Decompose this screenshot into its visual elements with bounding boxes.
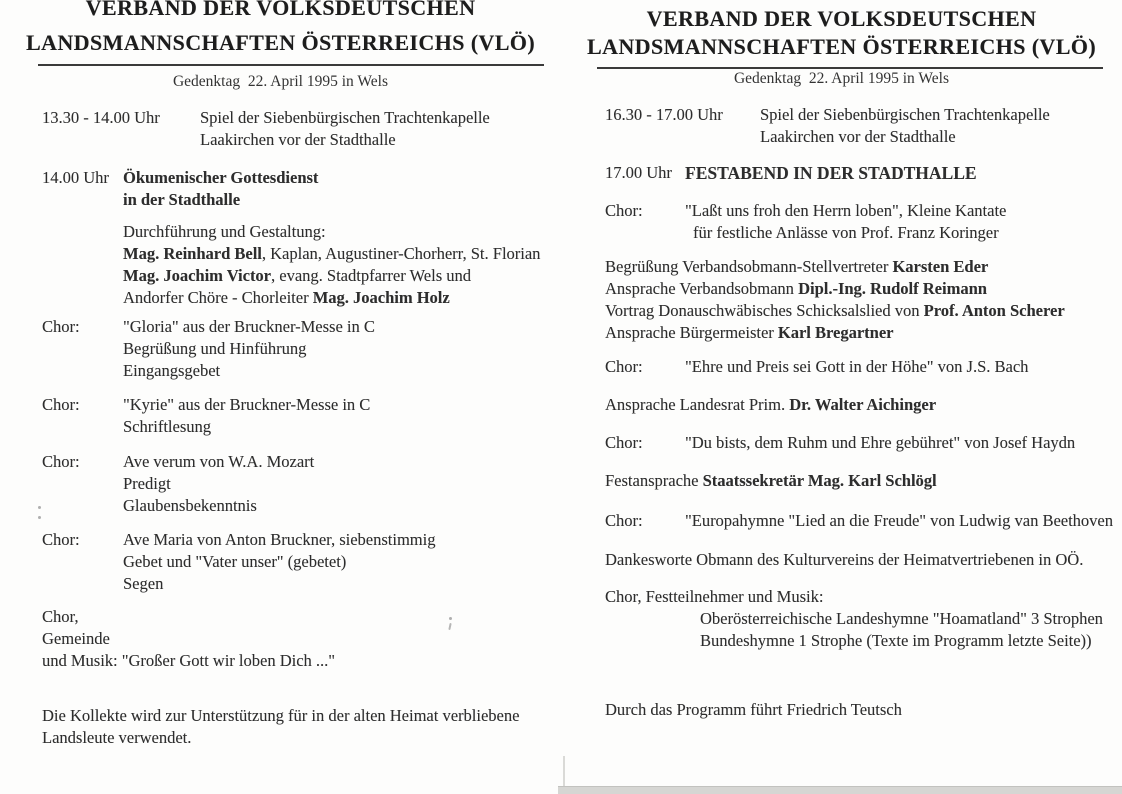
time-label: 14.00 Uhr	[42, 168, 109, 187]
description-line: Spiel der Siebenbürgischen Trachtenkapelle	[200, 108, 490, 127]
page-title-line2: LANDSMANNSCHAFTEN ÖSTERREICHS (VLÖ)	[25, 30, 536, 55]
speech-role: Vortrag Donauschwäbisches Schicksalslied von	[605, 301, 924, 320]
organizer-name: Mag. Reinhard Bell	[123, 244, 262, 263]
description-line: Ökumenischer Gottesdienst	[123, 168, 319, 187]
finale-line: Bundeshymne 1 Strophe (Texte im Programm letzte Seite))	[700, 631, 1092, 650]
moderator-line: Durch das Programm führt Friedrich Teutsch	[605, 700, 902, 719]
note-line: Die Kollekte wird zur Unterstützung für in der alten Heimat verbliebene	[42, 706, 520, 725]
finale-section	[605, 586, 1115, 652]
finale-line: Chor,	[42, 607, 79, 626]
chor-label: Chor:	[42, 452, 80, 471]
chor-label: Chor:	[42, 317, 80, 336]
chor-line: Begrüßung und Hinführung	[123, 339, 307, 358]
chor-line: "Du bists, dem Ruhm und Ehre gebühret" von Josef Haydn	[685, 433, 1076, 452]
speech-line	[605, 470, 1115, 492]
description-line: Spiel der Siebenbürgischen Trachtenkapelle	[760, 105, 1050, 124]
time-slot-1630	[605, 104, 1110, 148]
chor-label: Chor:	[42, 530, 80, 549]
chor-line: "Gloria" aus der Bruckner-Messe in C	[123, 317, 375, 336]
chor-program	[123, 394, 370, 438]
chor-line: Eingangsgebet	[123, 361, 221, 380]
speech-line	[605, 394, 1115, 416]
chor-line: für festliche Anlässe von Prof. Franz Koringer	[693, 223, 999, 242]
organizer-role: , Kaplan, Augustiner-Chorherr, St. Florian	[261, 244, 541, 263]
chor-line: Segen	[123, 574, 164, 593]
scan-artifact	[38, 506, 41, 509]
finale-line: Oberösterreichische Landeshymne "Hoamatland" 3 Strophen	[700, 609, 1103, 628]
speech-role: Begrüßung Verbandsobmann-Stellvertreter	[605, 257, 893, 276]
scan-artifact	[38, 516, 41, 519]
chor-line: "Ehre und Preis sei Gott in der Höhe" von J.S. Bach	[685, 357, 1029, 376]
speech-list	[605, 256, 1115, 344]
speech-line	[605, 278, 1115, 300]
slot-description	[760, 104, 1050, 148]
chor-label: Chor:	[42, 395, 80, 414]
organizer-line	[123, 287, 547, 309]
description-line: in der Stadthalle	[123, 190, 241, 209]
speech-line	[605, 256, 1115, 278]
chor-line: "Laßt uns froh den Herrn loben", Kleine Kantate	[685, 201, 1007, 220]
speech-line	[605, 322, 1115, 344]
page-title-line1: VERBAND DER VOLKSDEUTSCHEN	[85, 0, 476, 20]
speech-role: Festansprache	[605, 471, 703, 490]
chor-program	[685, 200, 1006, 244]
speech-line	[605, 300, 1115, 322]
organizer-role: Andorfer Chöre - Chorleiter	[123, 288, 313, 307]
chor-line: Schriftlesung	[123, 417, 211, 436]
time-label: 16.30 - 17.00 Uhr	[605, 105, 723, 124]
event-date: Gedenktag 22. April 1995 in Wels	[172, 73, 388, 90]
speech-role: Ansprache Verbandsobmann	[605, 279, 799, 298]
page-title-line2: LANDSMANNSCHAFTEN ÖSTERREICHS (VLÖ)	[586, 34, 1097, 59]
chor-section-4	[605, 510, 1115, 532]
chor-label: Chor:	[605, 201, 643, 220]
speech-role: Ansprache Bürgermeister	[605, 323, 778, 342]
chor-line: Gebet und "Vater unser" (gebetet)	[123, 552, 347, 571]
chor-line: Ave Maria von Anton Bruckner, siebenstimmig	[123, 530, 436, 549]
finale-line: und Musik: "Großer Gott wir loben Dich ..."	[42, 651, 336, 670]
time-label: 17.00 Uhr	[605, 163, 672, 182]
speech-role: Ansprache Landesrat Prim.	[605, 395, 790, 414]
organizers-section	[123, 221, 547, 309]
chor-section-4	[42, 529, 547, 595]
chor-section-1	[605, 200, 1115, 244]
speaker-name: Karl Bregartner	[777, 323, 894, 342]
page-right	[561, 0, 1122, 794]
slot-description	[200, 107, 490, 151]
slot-title: FESTABEND IN DER STADTHALLE	[685, 163, 977, 183]
title-underline	[38, 64, 544, 66]
organizer-line: Durchführung und Gestaltung:	[123, 222, 326, 241]
organizer-line	[123, 265, 547, 287]
chor-label: Chor:	[605, 433, 643, 452]
chor-line: Ave verum von W.A. Mozart	[123, 452, 315, 471]
chor-section-3	[605, 432, 1115, 454]
speaker-name: Karsten Eder	[892, 257, 989, 276]
chor-line: Glaubensbekenntnis	[123, 496, 257, 515]
organizer-name: Mag. Joachim Holz	[312, 288, 450, 307]
organizer-role: , evang. Stadtpfarrer Wels und	[271, 266, 471, 285]
chor-program	[123, 451, 314, 517]
chor-program	[123, 316, 375, 382]
time-slot-1400	[42, 167, 547, 211]
speaker-name: Prof. Anton Scherer	[923, 301, 1065, 320]
thanks-line: Dankesworte Obmann des Kulturvereins der Heimatvertriebenen in OÖ.	[605, 550, 1084, 569]
note-line: Landsleute verwendet.	[42, 728, 192, 747]
speaker-name: Dr. Walter Aichinger	[789, 395, 937, 414]
chor-program	[123, 529, 435, 595]
speaker-name: Staatssekretär Mag. Karl Schlögl	[702, 471, 937, 490]
scan-artifact	[449, 617, 452, 620]
chor-line: "Europahymne "Lied an die Freude" von Ludwig van Beethoven	[685, 511, 1114, 530]
finale-line: Chor, Festteilnehmer und Musik:	[605, 587, 824, 606]
chor-line: Predigt	[123, 474, 171, 493]
event-date: Gedenktag 22. April 1995 in Wels	[733, 70, 949, 87]
chor-section-2	[42, 394, 547, 438]
description-line: Laakirchen vor der Stadthalle	[200, 130, 396, 149]
chor-label: Chor:	[605, 511, 643, 530]
kollekte-note	[42, 705, 547, 749]
organizer-name: Mag. Joachim Victor	[123, 266, 272, 285]
time-slot-1700	[605, 162, 1110, 184]
organizer-line	[123, 243, 547, 265]
page-title-line1: VERBAND DER VOLKSDEUTSCHEN	[646, 6, 1037, 31]
chor-section-3	[42, 451, 547, 517]
title-underline	[597, 67, 1103, 69]
description-line: Laakirchen vor der Stadthalle	[760, 127, 956, 146]
time-label: 13.30 - 14.00 Uhr	[42, 108, 160, 127]
time-slot-1330	[42, 107, 547, 151]
slot-description	[123, 167, 318, 211]
chor-section-1	[42, 316, 547, 382]
chor-label: Chor:	[605, 357, 643, 376]
chor-section-2	[605, 356, 1115, 378]
bottom-scan-band	[558, 786, 1122, 794]
finale-line: Gemeinde	[42, 629, 110, 648]
finale-section	[42, 606, 547, 672]
chor-line: "Kyrie" aus der Bruckner-Messe in C	[123, 395, 371, 414]
speaker-name: Dipl.-Ing. Rudolf Reimann	[798, 279, 987, 298]
